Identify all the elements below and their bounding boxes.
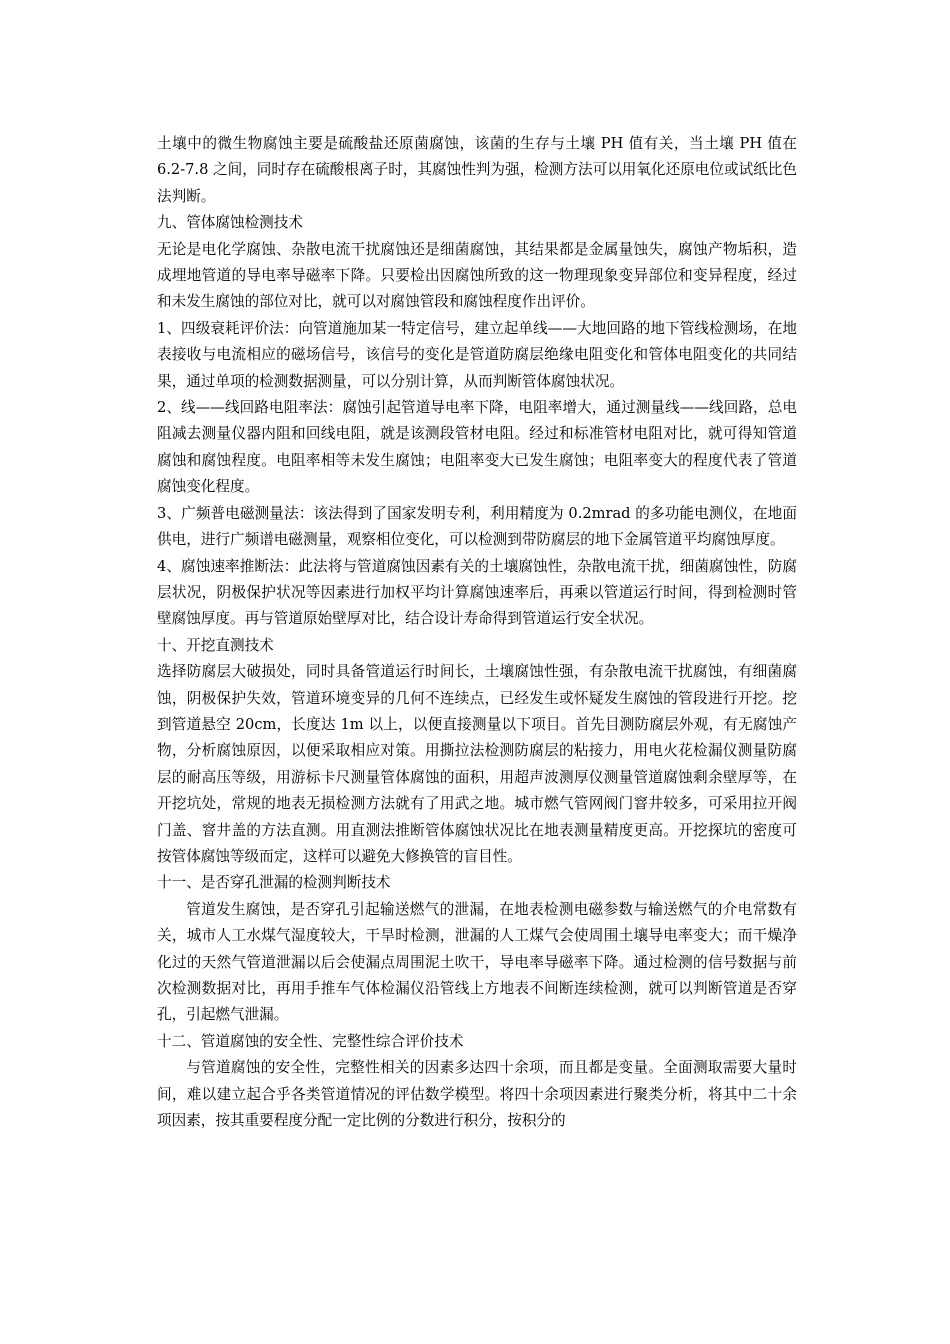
paragraph-method-3: 3、广频普电磁测量法：该法得到了国家发明专利，利用精度为 0.2mrad 的多功能电测仪，在地面供电，进行广频谱电磁测量，观察相位变化，可以检测到带防腐层的地下金属管道平均腐蚀厚度。 xyxy=(157,504,797,549)
paragraph-integrity-evaluation: 与管道腐蚀的安全性，完整性相关的因素多达四十余项，而且都是变量。全面测取需要大量时间，难以建立起合乎各类管道情况的评估数学模型。将四十余项因素进行聚类分析，将其中二十余项因素，按其重要程度分配一定比例的分数进行积分，按积分的 xyxy=(157,1059,797,1130)
paragraph-method-4: 4、腐蚀速率推断法：此法将与管道腐蚀因素有关的土壤腐蚀性，杂散电流干扰，细菌腐蚀性，防腐层状况，阴极保护状况等因素进行加权平均计算腐蚀速率后，再乘以管道运行时间，得到检测时管壁腐蚀厚度。再与管道原始壁厚对比，结合设计寿命得到管道运行安全状况。 xyxy=(157,557,797,628)
section-heading-11: 十一、是否穿孔泄漏的检测判断技术 xyxy=(157,874,391,892)
paragraph-method-2: 2、线——线回路电阻率法：腐蚀引起管道导电率下降，电阻率增大，通过测量线——线回路，总电阻减去测量仪器内阻和回线电阻，就是该测段管材电阻。经过和标准管材电阻对比，就可得知管道腐蚀和腐蚀程度。电阻率相等未发生腐蚀；电阻率变大已发生腐蚀；电阻率变大的程度代表了管道腐蚀变化程度。 xyxy=(157,399,797,496)
document-page xyxy=(157,131,797,1134)
paragraph-excavation: 选择防腐层大破损处，同时具备管道运行时间长，土壤腐蚀性强，有杂散电流干扰腐蚀，有细菌腐蚀，阴极保护失效，管道环境变异的几何不连续点，已经发生或怀疑发生腐蚀的管段进行开挖。挖到管道悬空 20cm，长度达 1m 以上，以便直接测量以下项目。首先目测防腐层外观，有无腐蚀产物，分析腐蚀原因，以便采取相应对策。用撕拉法检测防腐层的粘接力，用电火花检漏仪测量防腐层的耐高压等级，用游标卡尺测量管体腐蚀的面积，用超声波测厚仪测量管道腐蚀剩余壁厚等，在开挖坑处，常规的地表无损检测方法就有了用武之地。城市燃气管网阀门窨井较多，可采用拉开阀门盖、窨井盖的方法直测。用直测法推断管体腐蚀状况比在地表测量精度更高。开挖探坑的密度可按管体腐蚀等级而定，这样可以避免大修换管的盲目性。 xyxy=(157,663,797,865)
paragraph-method-1: 1、四级衰耗评价法：向管道施加某一特定信号，建立起单线——大地回路的地下管线检测场，在地表接收与电流相应的磁场信号，该信号的变化是管道防腐层绝缘电阻变化和管体电阻变化的共同结果，通过单项的检测数据测量，可以分别计算，从而判断管体腐蚀状况。 xyxy=(157,319,797,390)
section-heading-12: 十二、管道腐蚀的安全性、完整性综合评价技术 xyxy=(157,1032,464,1050)
paragraph-pipe-corrosion-intro: 无论是电化学腐蚀、杂散电流干扰腐蚀还是细菌腐蚀，其结果都是金属量蚀失，腐蚀产物垢积，造成埋地管道的导电率导磁率下降。只要检出因腐蚀所致的这一物理现象变异部位和变异程度，经过和未发生腐蚀的部位对比，就可以对腐蚀管段和腐蚀程度作出评价。 xyxy=(157,240,797,311)
section-heading-9: 九、管体腐蚀检测技术 xyxy=(157,214,303,232)
paragraph-leak-detection: 管道发生腐蚀，是否穿孔引起输送燃气的泄漏，在地表检测电磁参数与输送燃气的介电常数有关，城市人工水煤气湿度较大，干旱时检测，泄漏的人工煤气会使周围土壤导电率变大；而干燥净化过的天然气管道泄漏以后会使漏点周围泥土吹干，导电率导磁率下降。通过检测的信号数据与前次检测数据对比，再用手推车气体检漏仪沿管线上方地表不间断连续检测，就可以判断管道是否穿孔，引起燃气泄漏。 xyxy=(157,900,797,1024)
paragraph-microbial-corrosion: 土壤中的微生物腐蚀主要是硫酸盐还原菌腐蚀，该菌的生存与土壤 PH 值有关，当土壤 PH 值在 6.2-7.8 之间，同时存在硫酸根离子时，其腐蚀性判为强，检测方法可以用氧化还原电位或试纸比色法判断。 xyxy=(157,135,797,205)
section-heading-10: 十、开挖直测技术 xyxy=(157,636,274,654)
